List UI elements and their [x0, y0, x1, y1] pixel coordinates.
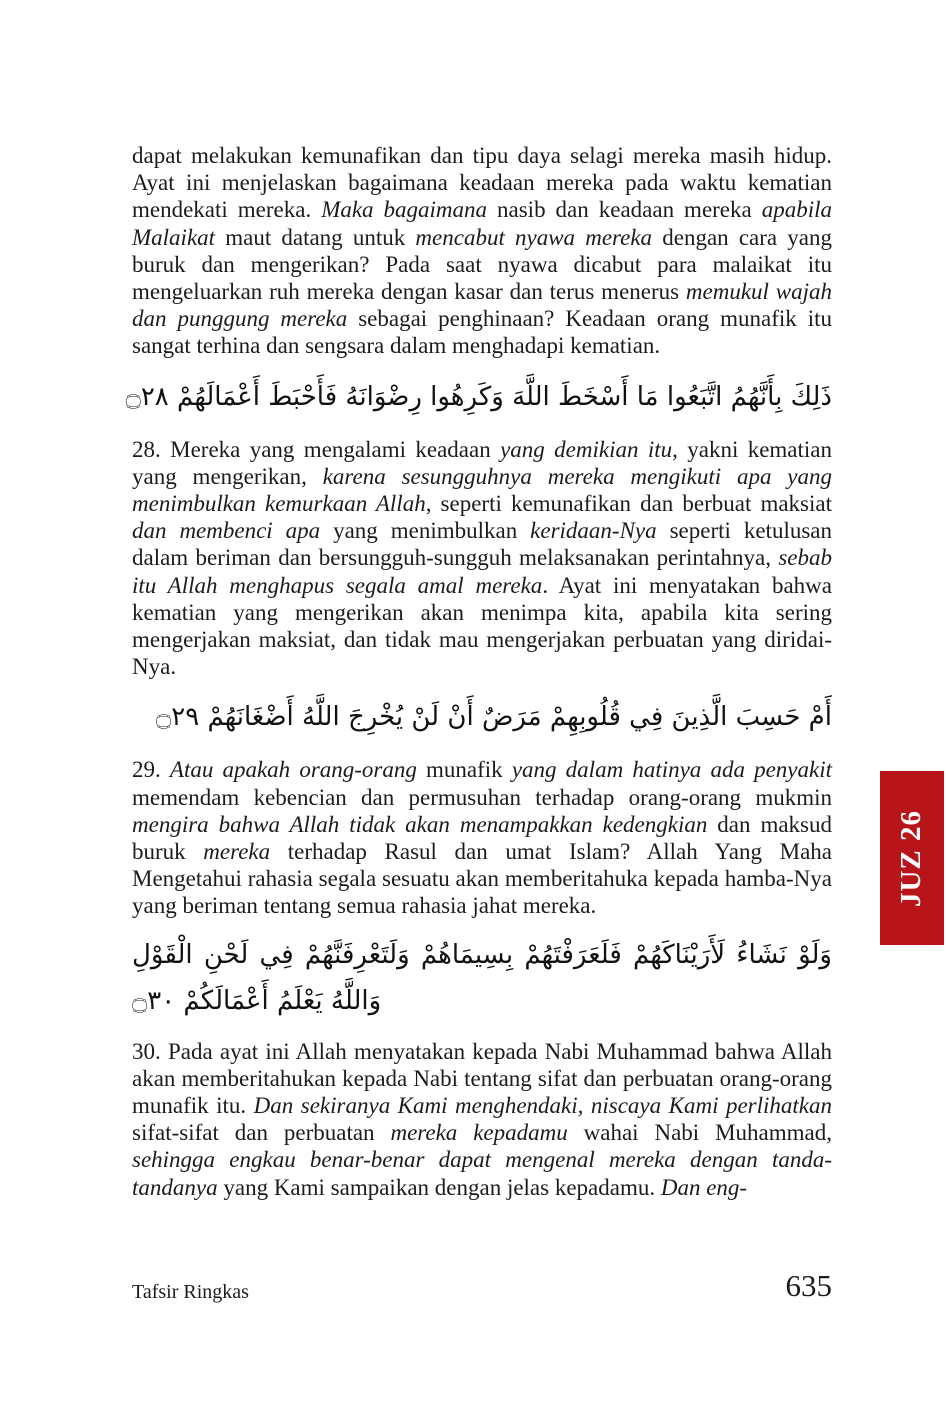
text-column: [125, 142, 833, 1201]
paragraph-intro: dapat melakukan kemunafikan dan tipu daya selagi mereka masih hidup. Ayat ini menjelaskan bagaimana keadaan mereka pada waktu kematian mendekati mereka. Maka bagaimana nasib dan keadaan mereka apabila Malaikat maut datang untuk mencabut nyawa mereka dengan cara yang buruk dan mengerikan? Pada saat nyawa dicabut para malaikat itu mengeluarkan ruh mereka dengan kasar dan terus menerus memukul wajah dan punggung mereka sebagai penghinaan? Keadaan orang munafik itu sangat terhina dan sengsara dalam menghadapi kematian.: [132, 143, 832, 359]
running-footer-title: Tafsir Ringkas: [132, 1281, 249, 1303]
paragraph-29: 29. Atau apakah orang-orang munafik yang dalam hatinya ada penyakit memendam kebencian dan permusuhan terhadap orang-orang mukmin mengira bahwa Allah tidak akan menampakkan kedengkian dan maksud buruk mereka terhadap Rasul dan umat Islam? Allah Yang Maha Mengetahui rahasia segala sesuatu akan memberitahuka kepada hamba-Nya yang beriman tentang semua rahasia jahat mereka.: [132, 757, 832, 919]
arabic-verse-28: ذَلِكَ بِأَنَّهُمُ اتَّبَعُوا مَا أَسْخَطَ اللَّهَ وَكَرِهُوا رِضْوَانَهُ فَأَحْبَطَ أَعْمَالَهُمْ ۝٢٨: [125, 381, 832, 412]
arabic-verse-30: وَلَوْ نَشَاءُ لَأَرَيْنَاكَهُمْ فَلَعَرَفْتَهُمْ بِسِيمَاهُمْ وَلَتَعْرِفَنَّهُمْ فِي لَحْنِ الْقَوْلِ وَاللَّهُ يَعْلَمُ أَعْمَالَكُمْ ۝٣٠: [132, 939, 832, 1016]
juz-tab: [880, 771, 944, 945]
paragraph-28: 28. Mereka yang mengalami keadaan yang demikian itu, yakni kematian yang mengerikan, karena sesungguhnya mereka mengikuti apa yang menimbulkan kemurkaan Allah, seperti kemunafikan dan berbuat maksiat dan membenci apa yang menimbulkan keridaan-Nya seperti ketulusan dalam beriman dan bersungguh-sungguh melaksanakan perintahnya, sebab itu Allah menghapus segala amal mereka. Ayat ini menyatakan bahwa kematian yang mengerikan akan menimpa kita, apabila kita sering mengerjakan maksiat, dan tidak mau mengerjakan perbuatan yang diridai-Nya.: [132, 436, 833, 680]
juz-tab-label: JUZ 26: [895, 809, 928, 907]
page-number: 635: [785, 1268, 832, 1303]
paragraph-30: 30. Pada ayat ini Allah menyatakan kepada Nabi Muhammad bahwa Allah akan memberitahukan kepada Nabi tentang sifat dan perbuatan orang-orang munafik itu. Dan sekiranya Kami menghendaki, niscaya Kami perlihatkan sifat-sifat dan perbuatan mereka kepadamu wahai Nabi Muhammad, sehingga engkau benar-benar dapat mengenal mereka dengan tanda-tandanya yang Kami sampaikan dengan jelas kepadamu. Dan eng-: [132, 1038, 832, 1200]
arabic-verse-29: أَمْ حَسِبَ الَّذِينَ فِي قُلُوبِهِمْ مَرَضٌ أَنْ لَنْ يُخْرِجَ اللَّهُ أَضْغَانَهُمْ ۝٢٩: [156, 702, 832, 733]
